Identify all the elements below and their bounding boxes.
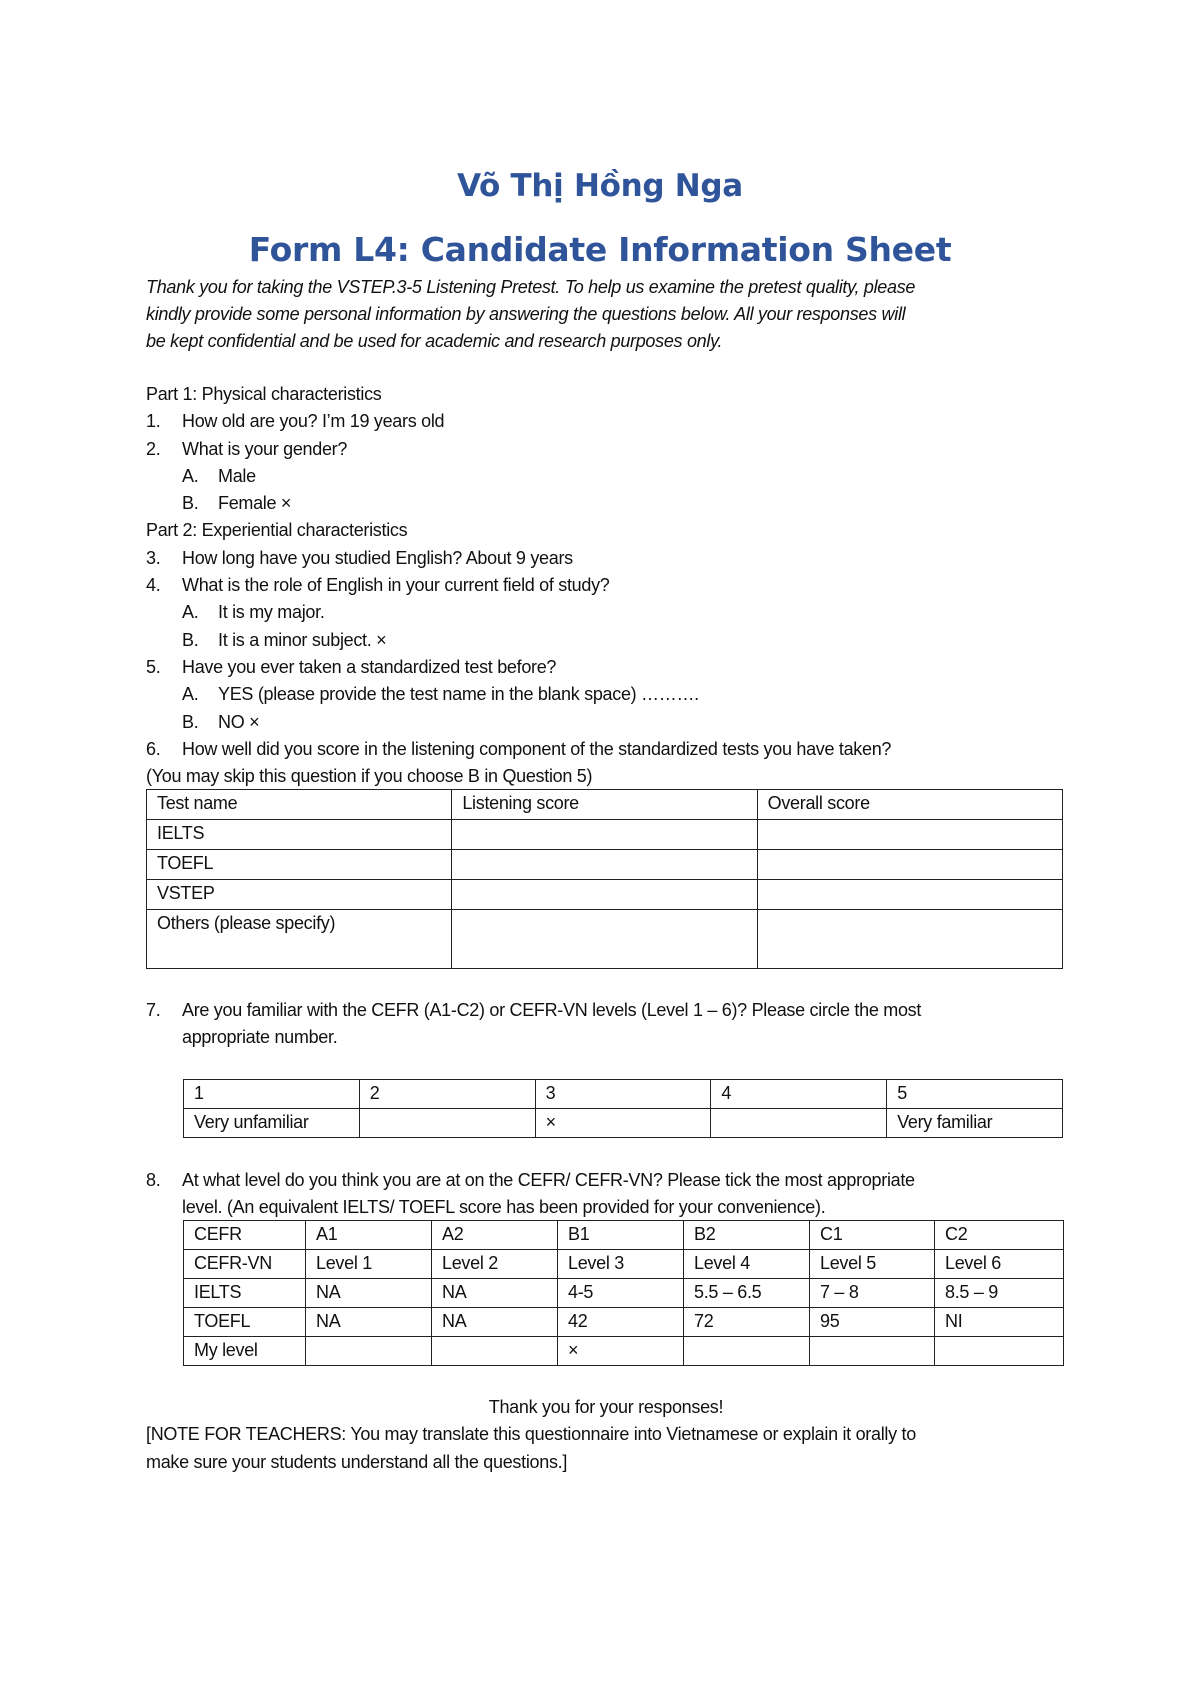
cell: [452, 850, 757, 880]
cell: ×: [535, 1109, 711, 1138]
question-8: [146, 1167, 1066, 1222]
cell: 95: [810, 1308, 935, 1337]
cell: My level: [184, 1337, 306, 1366]
q-num: 3.: [146, 547, 161, 568]
opt-letter: A.: [182, 465, 199, 486]
cell: VSTEP: [147, 880, 452, 910]
question-4: [146, 572, 1066, 599]
opt-text: Male: [218, 465, 256, 486]
q-num: 1.: [146, 411, 161, 432]
question-1: [146, 408, 1066, 435]
questions: [146, 381, 1066, 790]
q-text: appropriate number.: [182, 1027, 338, 1048]
cell: [757, 910, 1062, 969]
cell: [452, 880, 757, 910]
cell: [306, 1337, 432, 1366]
cell: Others (please specify): [147, 910, 452, 969]
cell: [432, 1337, 558, 1366]
cell: 72: [684, 1308, 810, 1337]
cell: Level 2: [432, 1250, 558, 1279]
header-cell: Test name: [147, 790, 452, 820]
cell: 2: [359, 1080, 535, 1109]
option-yes: [146, 681, 1066, 708]
opt-letter: B.: [182, 711, 199, 732]
footer: [146, 1394, 1066, 1476]
thanks-text: Thank you for your responses!: [488, 1397, 724, 1417]
cell: Level 3: [558, 1250, 684, 1279]
cell: 1: [184, 1080, 360, 1109]
teacher-note: make sure your students understand all the questions.]: [146, 1451, 568, 1472]
q-text: Have you ever taken a standardized test before?: [182, 656, 557, 677]
cell: NA: [306, 1308, 432, 1337]
part1-heading: Part 1: Physical characteristics: [146, 384, 382, 404]
cell: [452, 820, 757, 850]
cell: 5: [887, 1080, 1063, 1109]
cell: 7 – 8: [810, 1279, 935, 1308]
table-row: [147, 820, 1063, 850]
cell: Level 5: [810, 1250, 935, 1279]
part2-heading: Part 2: Experiential characteristics: [146, 520, 408, 541]
opt-text: It is my major.: [218, 602, 325, 623]
cell: ×: [558, 1337, 684, 1366]
cell: 4-5: [558, 1279, 684, 1308]
table-row: [184, 1337, 1064, 1366]
cell: Level 4: [684, 1250, 810, 1279]
option-male: [146, 463, 1066, 490]
question-6: [146, 736, 1066, 763]
table-row: [147, 880, 1063, 910]
q-text: Are you familiar with the CEFR (A1-C2) or CEFR-VN levels (Level 1 – 6)? Please circle the most: [182, 1000, 922, 1020]
cell: 42: [558, 1308, 684, 1337]
table-row: [184, 1250, 1064, 1279]
table-row: [184, 1080, 1063, 1109]
q-text: At what level do you think you are at on the CEFR/ CEFR-VN? Please tick the most appropriate: [182, 1170, 915, 1190]
header-cell: Overall score: [757, 790, 1062, 820]
header-cell: Listening score: [452, 790, 757, 820]
table-row: [184, 1109, 1063, 1138]
intro-text: [146, 274, 1066, 355]
opt-letter: A.: [182, 684, 199, 705]
q-num: 2.: [146, 438, 161, 459]
opt-text: YES (please provide the test name in the blank space) ……….: [218, 684, 699, 705]
table-row: [147, 850, 1063, 880]
cell: B1: [558, 1221, 684, 1250]
table-row: [147, 910, 1063, 969]
q-text: What is the role of English in your current field of study?: [182, 575, 610, 596]
table-row: [184, 1279, 1064, 1308]
question-5: [146, 654, 1066, 681]
cell: [359, 1109, 535, 1138]
teacher-note: [NOTE FOR TEACHERS: You may translate this questionnaire into Vietnamese or explain it orally to: [146, 1424, 916, 1445]
opt-letter: A.: [182, 602, 199, 623]
intro-line: Thank you for taking the VSTEP.3-5 Listening Pretest. To help us examine the pretest quality, please: [146, 277, 916, 297]
cell: IELTS: [147, 820, 452, 850]
cell: NI: [935, 1308, 1064, 1337]
cell: Level 6: [935, 1250, 1064, 1279]
scores-table: [146, 789, 1063, 969]
cell: [757, 880, 1062, 910]
cell: [810, 1337, 935, 1366]
candidate-name: Võ Thị Hồng Nga: [457, 168, 743, 204]
familiarity-table: [183, 1079, 1063, 1138]
cell: A1: [306, 1221, 432, 1250]
option-no: [146, 709, 1066, 736]
opt-letter: B.: [182, 629, 199, 650]
cell: Level 1: [306, 1250, 432, 1279]
cell: IELTS: [184, 1279, 306, 1308]
q-num: 8.: [146, 1170, 161, 1190]
cell: 8.5 – 9: [935, 1279, 1064, 1308]
cell: [684, 1337, 810, 1366]
opt-text: NO ×: [218, 711, 260, 732]
question-2: [146, 436, 1066, 463]
cell: NA: [432, 1308, 558, 1337]
cell: [711, 1109, 887, 1138]
cell: TOEFL: [147, 850, 452, 880]
cell: A2: [432, 1221, 558, 1250]
opt-text: It is a minor subject. ×: [218, 629, 387, 650]
q-num: 5.: [146, 656, 161, 677]
cell: Very familiar: [887, 1109, 1063, 1138]
form-title: Form L4: Candidate Information Sheet: [248, 230, 952, 269]
cell: [935, 1337, 1064, 1366]
option-major: [146, 599, 1066, 626]
q-text: What is your gender?: [182, 438, 348, 459]
opt-letter: B.: [182, 493, 199, 514]
table-header-row: [147, 790, 1063, 820]
option-female: [146, 490, 1066, 517]
q-num: 4.: [146, 575, 161, 596]
cell: [757, 850, 1062, 880]
table-row: [184, 1221, 1064, 1250]
question-3: [146, 545, 1066, 572]
cell: Very unfamiliar: [184, 1109, 360, 1138]
cell: NA: [306, 1279, 432, 1308]
levels-table: [183, 1220, 1064, 1366]
q-text: How well did you score in the listening component of the standardized tests you have taken?: [182, 738, 892, 759]
q-num: 7.: [146, 1000, 161, 1020]
q-text: level. (An equivalent IELTS/ TOEFL score has been provided for your convenience).: [182, 1197, 826, 1218]
cell: 5.5 – 6.5: [684, 1279, 810, 1308]
cell: NA: [432, 1279, 558, 1308]
question-7: [146, 997, 1066, 1052]
table-row: [184, 1308, 1064, 1337]
cell: 3: [535, 1080, 711, 1109]
question-6-note: (You may skip this question if you choose B in Question 5): [146, 766, 593, 787]
cell: C2: [935, 1221, 1064, 1250]
cell: 4: [711, 1080, 887, 1109]
q-text: How long have you studied English? About 9 years: [182, 547, 573, 568]
opt-text: Female ×: [218, 493, 292, 514]
cell: [757, 820, 1062, 850]
q-text: How old are you? I’m 19 years old: [182, 411, 445, 432]
intro-line: be kept confidential and be used for academic and research purposes only.: [146, 331, 723, 351]
cell: CEFR: [184, 1221, 306, 1250]
cell: C1: [810, 1221, 935, 1250]
option-minor: [146, 627, 1066, 654]
cell: TOEFL: [184, 1308, 306, 1337]
q-num: 6.: [146, 738, 161, 759]
cell: B2: [684, 1221, 810, 1250]
cell: CEFR-VN: [184, 1250, 306, 1279]
cell: [452, 910, 757, 969]
intro-line: kindly provide some personal information by answering the questions below. All your responses will: [146, 304, 906, 324]
